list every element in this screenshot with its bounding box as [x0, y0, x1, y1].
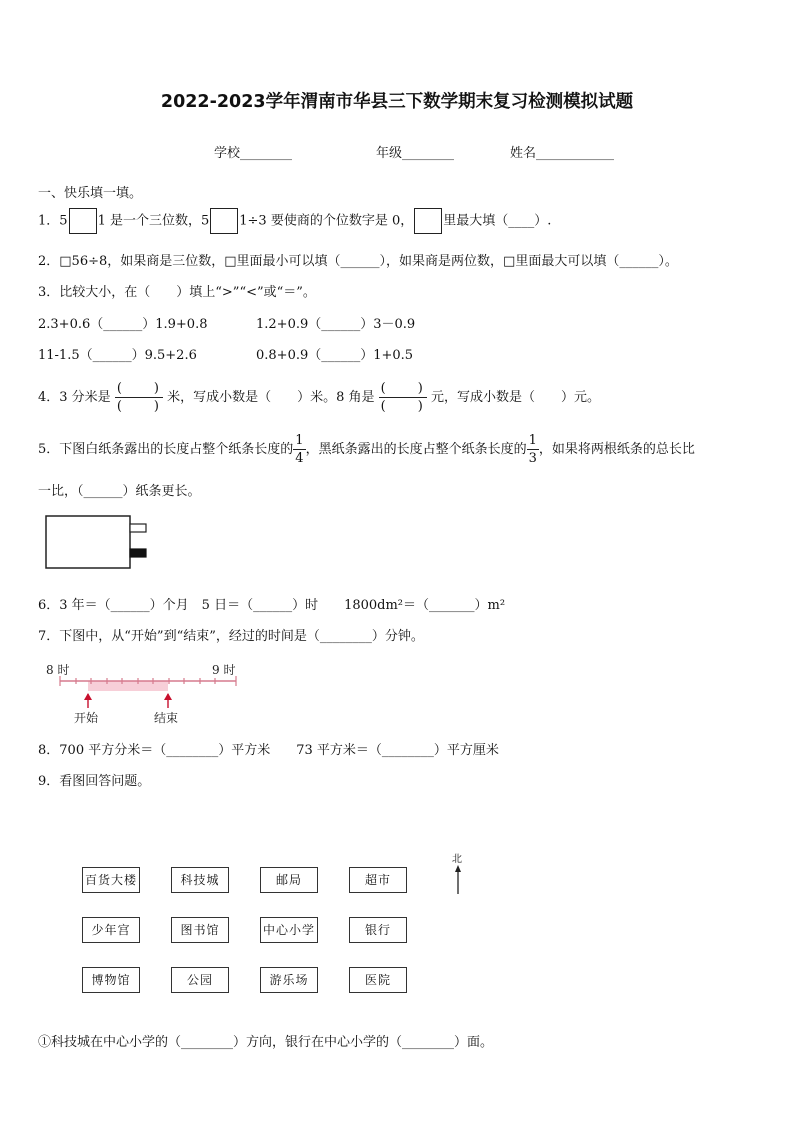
question-7: 7．下图中，从“开始”到“结束”，经过的时间是（________）分钟。 — [38, 629, 424, 644]
compare-item: 1.2+0.9（______）3－0.9 — [256, 317, 416, 332]
question-1: 1．5 1 是一个三位数，5 1÷3 要使商的个位数字是 0， 里最大填（____）. — [38, 208, 551, 235]
question-5: 5．下图白纸条露出的长度占整个纸条长度的 $\frac{1}{4}$ ，黑纸条露出的长度占整个纸条长度的 $\frac{1}{3}$ ，如果将两根纸条的总长比 — [38, 433, 695, 466]
map-cell-park: 公园 — [171, 967, 229, 993]
fraction: $\frac{1}{4}$ — [295, 433, 304, 466]
question-8: 8．700 平方分米＝（________）平方米 73 平方米＝（________）平方厘米 — [38, 743, 499, 758]
answer-box[interactable] — [210, 208, 238, 234]
question-2: 2．□56÷8，如果商是三位数，□里面最小可以填（______），如果商是两位数，□里面最大可以填（______）。 — [38, 254, 678, 269]
question-3: 3．比较大小，在（ ）填上“>”“<”或“＝”。 — [38, 285, 316, 300]
map-cell-youth-palace: 少年宫 — [82, 917, 140, 943]
strip-outline — [46, 516, 130, 568]
north-arrow-icon — [452, 864, 464, 896]
end-hour-label: 9 时 — [212, 663, 236, 677]
answer-box[interactable] — [414, 208, 442, 234]
question-6: 6．3 年＝（______）个月 5 日＝（______）时 1800dm²＝（_______）m² — [38, 598, 506, 613]
answer-box[interactable] — [69, 208, 97, 234]
start-arrow-icon — [84, 693, 92, 708]
black-strip — [130, 549, 146, 557]
map-cell-central-school: 中心小学 — [260, 917, 318, 943]
map-cell-hospital: 医院 — [349, 967, 407, 993]
elapsed-span — [88, 681, 168, 691]
end-arrow-icon — [164, 693, 172, 708]
question-9: 9．看图回答问题。 — [38, 774, 151, 789]
fraction-blank[interactable]: $\frac{( )}{( )}$ — [380, 381, 425, 414]
finish-label: 结束 — [154, 711, 179, 725]
north-label: 北 — [452, 854, 462, 865]
school-field: 学校________ — [214, 146, 293, 161]
page-title: 2022-2023学年渭南市华县三下数学期末复习检测模拟试题 — [160, 92, 634, 112]
section-heading: 一、快乐填一填。 — [38, 186, 143, 201]
paper-strips-figure — [44, 514, 154, 572]
question-5-line2: 一比，（______）纸条更长。 — [38, 484, 201, 499]
map-cell-post-office: 邮局 — [260, 867, 318, 893]
map-cell-bank: 银行 — [349, 917, 407, 943]
map-cell-supermarket: 超市 — [349, 867, 407, 893]
begin-label: 开始 — [74, 711, 99, 725]
start-hour-label: 8 时 — [46, 663, 70, 677]
map-cell-museum: 博物馆 — [82, 967, 140, 993]
question-4: 4．3 分米是 $\frac{( )}{( )}$ 米，写成小数是（ ）米。8 角是 $\frac{( )}{( )}$ 元，写成小数是（ ）元。 — [38, 381, 600, 414]
timeline-figure — [40, 660, 250, 728]
name-field: 姓名____________ — [510, 146, 615, 161]
map-cell-department-store: 百货大楼 — [82, 867, 140, 893]
compare-item: 2.3+0.6（______）1.9+0.8 — [38, 317, 208, 332]
map-cell-amusement-park: 游乐场 — [260, 967, 318, 993]
question-9-part-1: ①科技城在中心小学的（________）方向，银行在中心小学的（________）面。 — [38, 1035, 494, 1050]
white-strip — [130, 524, 146, 532]
compare-item: 0.8+0.9（______）1+0.5 — [256, 348, 414, 363]
map-cell-science-city: 科技城 — [171, 867, 229, 893]
compare-item: 11-1.5（______）9.5+2.6 — [38, 348, 197, 363]
grade-field: 年级________ — [376, 146, 455, 161]
fraction: $\frac{1}{3}$ — [528, 433, 537, 466]
map-cell-library: 图书馆 — [171, 917, 229, 943]
fraction-blank[interactable]: $\frac{( )}{( )}$ — [116, 381, 161, 414]
